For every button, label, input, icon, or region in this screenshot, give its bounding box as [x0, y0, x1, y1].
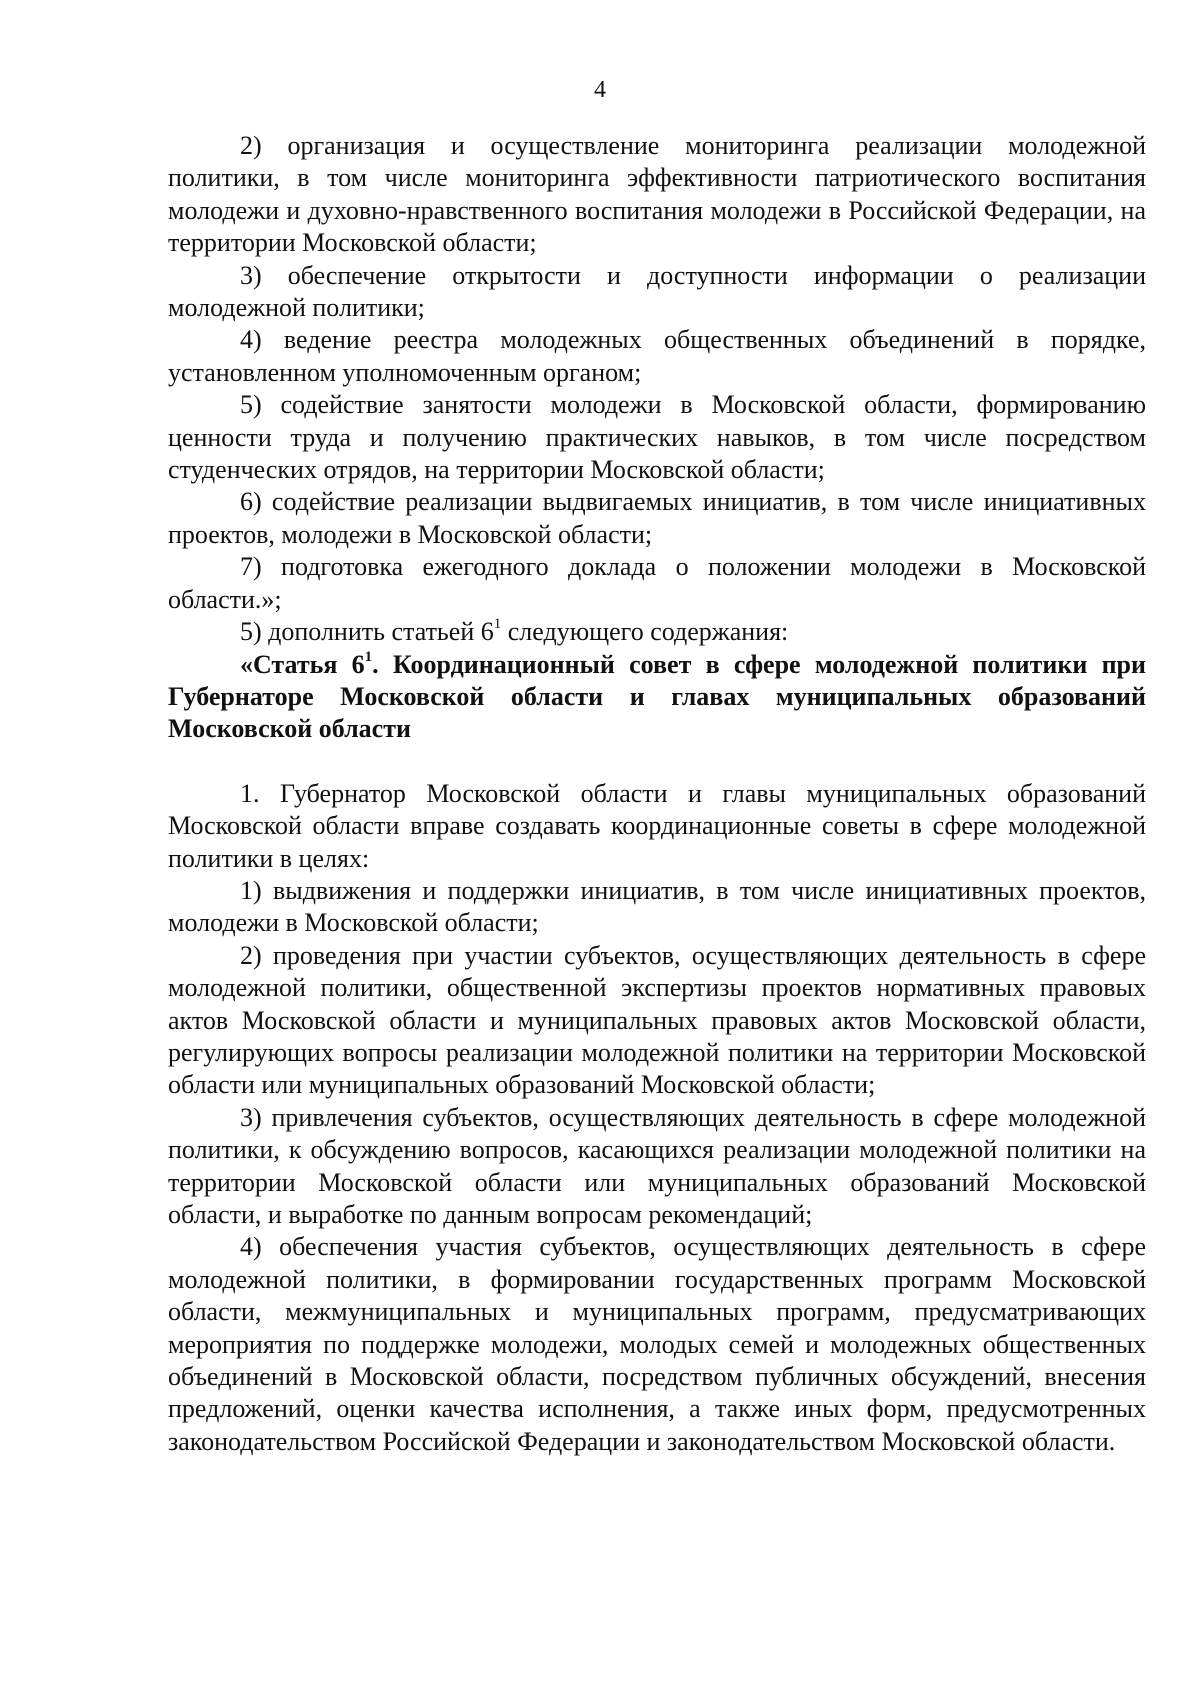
- document-body: [168, 130, 1146, 1458]
- article-heading-start: «Статья 6: [240, 649, 365, 679]
- list-item: 5) содействие занятости молодежи в Московской области, формированию ценности труда и получению практических навыков, в том числе посредством студенческих отрядов, на территории Московской области;: [168, 390, 1146, 485]
- article-paragraph: 1) выдвижения и поддержки инициатив, в том числе инициативных проектов, молодежи в Московской области;: [168, 875, 1146, 938]
- page-number: 4: [594, 77, 606, 103]
- article-heading: [168, 649, 1146, 746]
- superscript: 1: [364, 648, 373, 665]
- amendment-line: [168, 616, 1146, 648]
- article-paragraph: 2) проведения при участии субъектов, осуществляющих деятельность в сфере молодежной политики, общественной экспертизы проектов нормативных правовых актов Московской области и муниципальных правовых актов Московской области, регулирующих вопросы реализации молодежной политики на территории Московской области или муниципальных образований Московской области;: [168, 940, 1146, 1100]
- article-paragraph: 4) обеспечения участия субъектов, осуществляющих деятельность в сфере молодежной политики, в формировании государственных программ Московской области, межмуниципальных и муниципальных программ, предусматривающих мероприятия по поддержке молодежи, молодых семей и молодежных общественных объединений в Московской области, посредством публичных обсуждений, внесения предложений, оценки качества исполнения, а также иных форм, предусмотренных законодательством Российской Федерации и законодательством Московской области.: [168, 1232, 1146, 1456]
- list-item: 6) содействие реализации выдвигаемых инициатив, в том числе инициативных проектов, молодежи в Московской области;: [168, 487, 1146, 549]
- article-paragraph: 1. Губернатор Московской области и главы муниципальных образований Московской области вправе создавать координационные советы в сфере молодежной политики в целях:: [168, 778, 1146, 873]
- article-heading-title: . Координационный совет в сфере молодежной политики при Губернаторе Московской области и главах муниципальных образований Московской области: [168, 649, 1146, 744]
- list-item: 7) подготовка ежегодного доклада о положении молодежи в Московской области.»;: [168, 552, 1146, 614]
- list-item: 3) обеспечение открытости и доступности информации о реализации молодежной политики;: [168, 260, 1146, 323]
- amendment-line-text-end: следующего содержания:: [501, 617, 789, 647]
- amendment-line-text: 5) дополнить статьей 6: [240, 617, 494, 647]
- list-item: 2) организация и осуществление мониторинга реализации молодежной политики, в том числе мониторинга эффективности патриотического воспитания молодежи и духовно-нравственного воспитания молодежи в Российской Федерации, на территории Московской области;: [168, 131, 1146, 258]
- list-item: 4) ведение реестра молодежных общественных объединений в порядке, установленном уполномоченным органом;: [168, 325, 1146, 387]
- superscript: 1: [493, 616, 502, 633]
- article-paragraph: 3) привлечения субъектов, осуществляющих деятельность в сфере молодежной политики, к обсуждению вопросов, касающихся реализации молодежной политики на территории Московской области или муниципальных образований Московской области, и выработке по данным вопросам рекомендаций;: [168, 1102, 1146, 1229]
